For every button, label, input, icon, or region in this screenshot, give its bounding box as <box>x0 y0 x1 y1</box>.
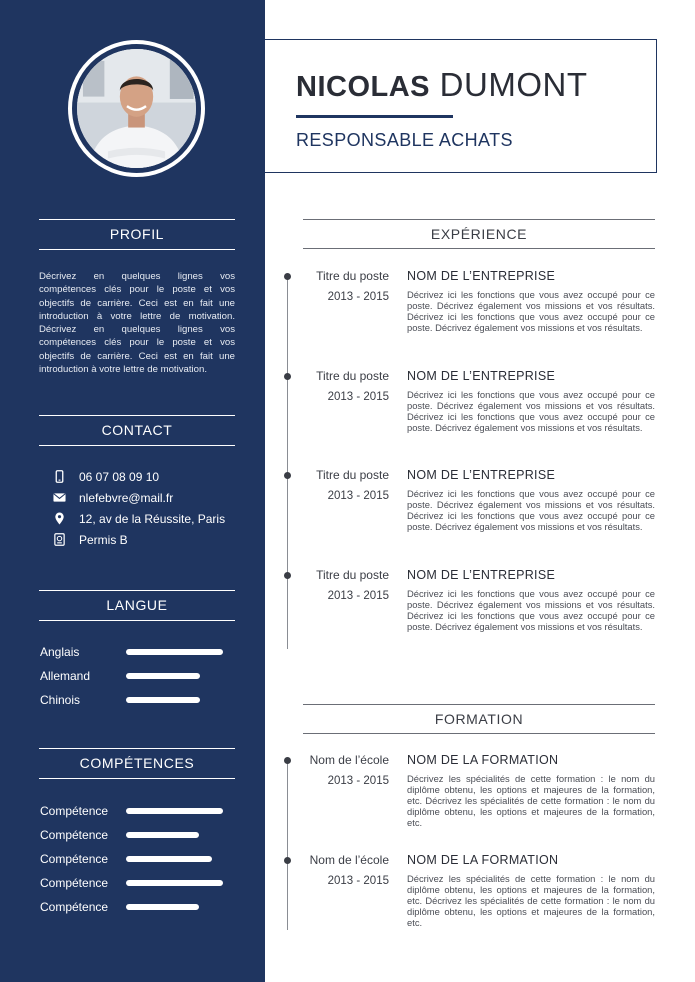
skill-level-bar <box>126 832 226 838</box>
profil-text: Décrivez en quelques lignes vos compétences clés pour le poste et vos objectifs de carrière. Ceci est en fait une introduction à votre lettre de motivation. Décrivez en quelques lignes vos compétences clés pour le poste et vos objectifs de carrière. Ceci est en fait une introduction à votre lettre de motivation. <box>39 271 235 376</box>
entry-school: Nom de l’école <box>309 853 389 867</box>
language-label: Allemand <box>40 669 91 683</box>
entry-dates: 2013 - 2015 <box>327 775 389 787</box>
contact-email-text: nlefebvre@mail.fr <box>79 490 174 505</box>
entry-school: Nom de l’école <box>309 753 389 767</box>
contact-email <box>52 487 242 508</box>
name-header <box>265 39 657 173</box>
contact-license-text: Permis B <box>79 532 128 547</box>
experience-entry <box>300 468 657 548</box>
competences-heading: COMPÉTENCES <box>39 748 235 779</box>
driving-license-icon <box>52 533 66 547</box>
language-level-bar <box>126 697 226 703</box>
experience-entry <box>300 369 657 449</box>
entry-dates: 2013 - 2015 <box>327 391 389 403</box>
entry-description: Décrivez ici les fonctions que vous avez occupé pour ce poste. Décrivez également vos missions et vos résultats. Décrivez ici les fonctions que vous avez occupé pour ce poste. Décrivez également vos missions et vos résultats. <box>407 389 655 433</box>
skill-level-bar <box>126 880 226 886</box>
formation-heading: FORMATION <box>303 704 655 734</box>
contact-license <box>52 529 242 550</box>
entry-description: Décrivez les spécialités de cette formation : le nom du diplôme obtenu, les options et majeures de la formation, etc. Décrivez les spécialités de cette formation : le nom du diplôme obtenu, les options et majeures de la formation, etc. <box>407 873 655 928</box>
skill-label: Compétence <box>40 876 109 890</box>
timeline-dot <box>284 857 291 864</box>
contact-phone-text: 06 07 08 09 10 <box>79 469 160 484</box>
profile-photo <box>77 49 196 168</box>
entry-description: Décrivez les spécialités de cette formation : le nom du diplôme obtenu, les options et majeures de la formation, etc. Décrivez les spécialités de cette formation : le nom du diplôme obtenu, les options et majeures de la formation, etc. <box>407 773 655 828</box>
skill-level-bar <box>126 904 226 910</box>
language-row <box>40 692 240 708</box>
entry-organization: NOM DE L’ENTREPRISE <box>407 369 556 383</box>
entry-dates: 2013 - 2015 <box>327 590 389 602</box>
contact-list <box>52 466 242 550</box>
entry-description: Décrivez ici les fonctions que vous avez occupé pour ce poste. Décrivez également vos missions et vos résultats. Décrivez ici les fonctions que vous avez occupé pour ce poste. Décrivez également vos missions et vos résultats. <box>407 588 655 632</box>
language-level-fill <box>126 673 200 679</box>
contact-heading: CONTACT <box>39 415 235 446</box>
skill-label: Compétence <box>40 804 109 818</box>
timeline-dot <box>284 472 291 479</box>
experience-timeline <box>287 274 288 649</box>
entry-dates: 2013 - 2015 <box>327 875 389 887</box>
entry-dates: 2013 - 2015 <box>327 291 389 303</box>
entry-degree: NOM DE LA FORMATION <box>407 753 559 767</box>
timeline-dot <box>284 572 291 579</box>
skill-row <box>40 803 240 819</box>
entry-organization: NOM DE L’ENTREPRISE <box>407 468 556 482</box>
first-name: NICOLAS <box>296 71 430 103</box>
entry-degree: NOM DE LA FORMATION <box>407 853 559 867</box>
full-name <box>296 66 587 104</box>
language-row <box>40 668 240 684</box>
skill-label: Compétence <box>40 828 109 842</box>
timeline-dot <box>284 757 291 764</box>
mail-icon <box>52 491 66 505</box>
experience-entry <box>300 568 657 648</box>
language-row <box>40 644 240 660</box>
skill-level-fill <box>126 832 199 838</box>
langue-heading: LANGUE <box>39 590 235 621</box>
formation-entry <box>300 753 657 833</box>
language-level-fill <box>126 649 223 655</box>
skill-level-fill <box>126 856 212 862</box>
language-level-fill <box>126 697 200 703</box>
skill-level-fill <box>126 808 223 814</box>
formation-timeline <box>287 758 288 930</box>
portrait-image <box>77 49 196 168</box>
language-level-bar <box>126 673 226 679</box>
skill-row <box>40 899 240 915</box>
entry-organization: NOM DE L’ENTREPRISE <box>407 568 556 582</box>
profil-heading: PROFIL <box>39 219 235 250</box>
entry-organization: NOM DE L’ENTREPRISE <box>407 269 556 283</box>
profile-photo-frame <box>68 40 205 177</box>
contact-address-text: 12, av de la Réussite, Paris <box>79 511 226 526</box>
job-title: RESPONSABLE ACHATS <box>296 130 513 150</box>
skill-row <box>40 827 240 843</box>
formation-entry <box>300 853 657 933</box>
timeline-dot <box>284 273 291 280</box>
skill-level-bar <box>126 856 226 862</box>
entry-role: Titre du poste <box>316 568 389 582</box>
skill-level-fill <box>126 904 199 910</box>
skill-level-fill <box>126 880 223 886</box>
phone-icon <box>52 470 66 484</box>
sidebar <box>0 0 265 982</box>
experience-entry <box>300 269 657 349</box>
skill-label: Compétence <box>40 900 109 914</box>
language-label: Anglais <box>40 645 80 659</box>
entry-role: Titre du poste <box>316 269 389 283</box>
entry-dates: 2013 - 2015 <box>327 490 389 502</box>
entry-description: Décrivez ici les fonctions que vous avez occupé pour ce poste. Décrivez également vos missions et vos résultats. Décrivez ici les fonctions que vous avez occupé pour ce poste. Décrivez également vos missions et vos résultats. <box>407 488 655 532</box>
contact-address <box>52 508 242 529</box>
location-pin-icon <box>52 512 66 526</box>
entry-role: Titre du poste <box>316 369 389 383</box>
language-level-bar <box>126 649 226 655</box>
experience-heading: EXPÉRIENCE <box>303 219 655 249</box>
skill-level-bar <box>126 808 226 814</box>
timeline-dot <box>284 373 291 380</box>
contact-phone <box>52 466 242 487</box>
skill-row <box>40 851 240 867</box>
language-label: Chinois <box>40 693 81 707</box>
entry-description: Décrivez ici les fonctions que vous avez occupé pour ce poste. Décrivez également vos missions et vos résultats. Décrivez ici les fonctions que vous avez occupé pour ce poste. Décrivez également vos missions et vos résultats. <box>407 289 655 333</box>
name-underline <box>296 115 453 118</box>
last-name: DUMONT <box>439 66 588 103</box>
skill-row <box>40 875 240 891</box>
skill-label: Compétence <box>40 852 109 866</box>
entry-role: Titre du poste <box>316 468 389 482</box>
